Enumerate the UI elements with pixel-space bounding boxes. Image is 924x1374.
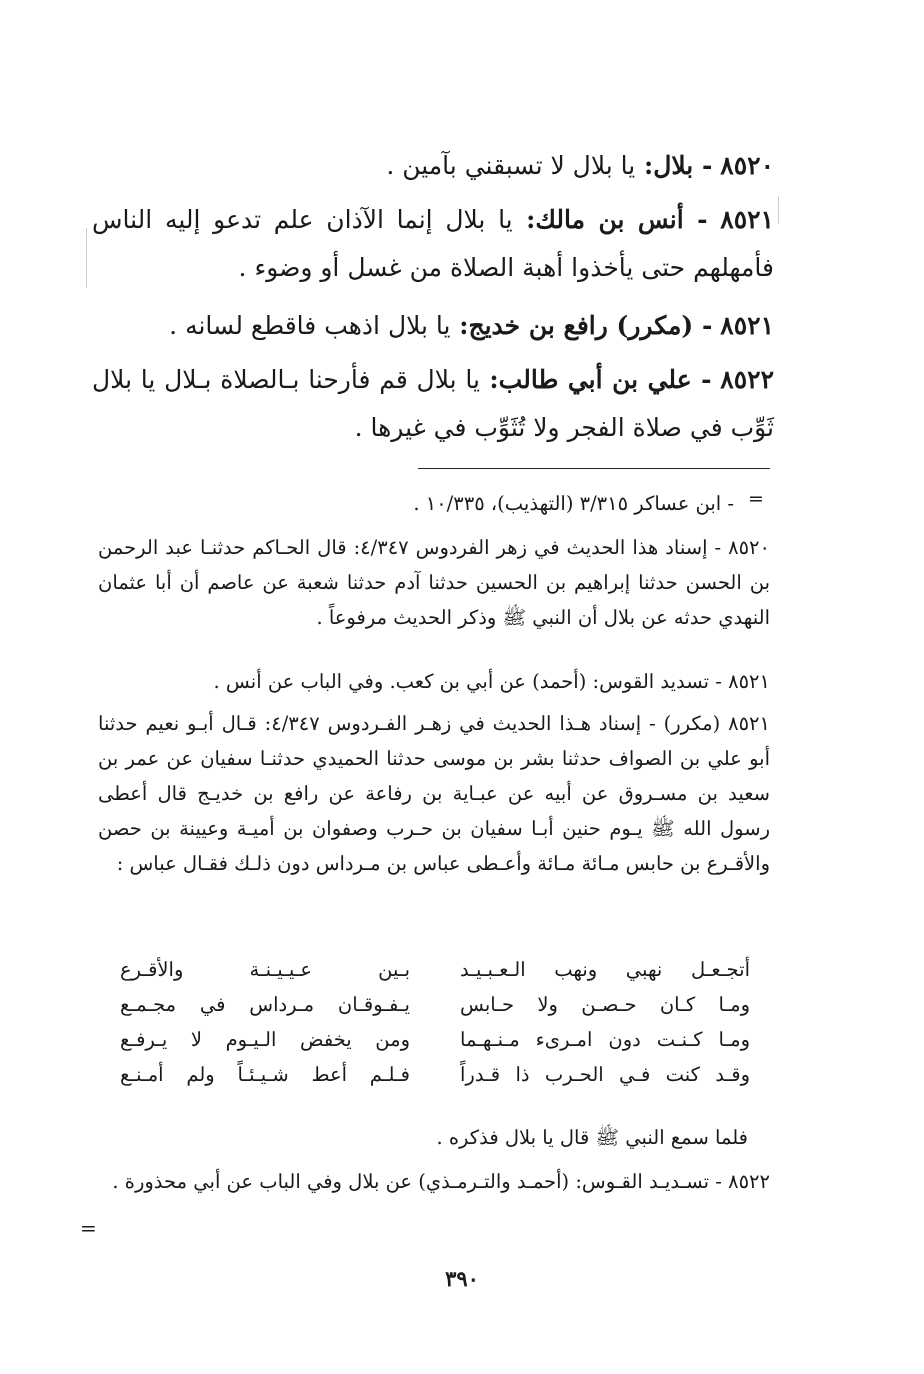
main-text	[92, 142, 774, 190]
verse-second-half: بـين عـيـيـنـة والأقـرع	[120, 958, 410, 981]
poem-verse	[120, 987, 750, 1022]
verse-first-half: ومـا كـنـت دون امـرىء مـنـهـما	[460, 1028, 750, 1051]
entry-narrator: - أنس بن مالك:	[512, 205, 708, 234]
entry-8522	[92, 356, 774, 452]
after-poem-line: فلما سمع النبي ﷺ قال يا بلال فذكره .	[436, 1126, 748, 1149]
footnote-separator	[418, 468, 770, 469]
verse-first-half: ومـا كـان حـصـن ولا حـابس	[460, 993, 750, 1016]
continuation-mark-end: =	[80, 1216, 97, 1240]
entry-narrator: - بلال:	[635, 151, 713, 180]
entry-text: يا بلال إنما الآذان علم تدعو إليه الناس فأمهلهم حتى يأخذوا أهبة الصلاة من غسل أو وضوء .	[92, 205, 774, 282]
entry-text: يا بلال قم فأرحنا بـالصلاة بـلال يا بلال ثَوِّب في صلاة الفجر ولا تُثَوِّب في غيرها .	[92, 365, 774, 442]
entry-number: ٨٥٢٢	[720, 365, 774, 394]
entry-number: ٨٥٢٠	[720, 151, 774, 180]
poem	[120, 952, 750, 1092]
verse-first-half: أتجـعـل نهبي ونهب الـعـبـيـد	[460, 958, 750, 981]
entry-number: ٨٥٢١	[720, 205, 774, 234]
entry-8521	[92, 196, 774, 292]
verse-second-half: ومن يخفض الـيـوم لا يـرفـع	[120, 1028, 410, 1051]
entry-text: يا بلال لا تسبقني بآمين .	[386, 151, 636, 180]
main-text	[92, 196, 774, 292]
poem-verse	[120, 1022, 750, 1057]
footnote-8520: ٨٥٢٠ - إسناد هذا الحديث في زهر الفردوس ٤/٣٤٧: قال الحـاكم حدثنـا عبد الرحمن بن الحسن حدثنا إبراهيم بن الحسين حدثنا آدم حدثنا شعبة عن عاصم أن أبا عثمان النهدي حدثه عن بلال أن النبي ﷺ وذكر الحديث مرفوعاً .	[98, 536, 771, 629]
entry-narrator: - (مكرر) رافع بن خديج:	[450, 311, 713, 340]
main-text	[92, 302, 774, 350]
entry-text: يا بلال اذهب فاقطع لسانه .	[169, 311, 451, 340]
verse-second-half: يـفـوقـان مـرداس في مجـمـع	[120, 993, 410, 1016]
entry-narrator: - علي بن أبي طالب:	[479, 365, 712, 394]
poem-verse	[120, 952, 750, 987]
footnote-8521: ٨٥٢١ - تسديد القوس: (أحمد) عن أبي بن كعب. وفي الباب عن أنس .	[213, 670, 770, 693]
entry-number: ٨٥٢١	[720, 311, 774, 340]
footnote-8522: ٨٥٢٢ - تسـديـد القـوس: (أحمـد والتـرمـذي) عن بلال وفي الباب عن أبي محذورة .	[112, 1170, 770, 1193]
margin-rule	[86, 228, 87, 288]
footnote-continuation: - ابن عساكر ٣/٣١٥ (التهذيب)، ١٠/٣٣٥ .	[413, 492, 734, 515]
entry-8521-repeat	[92, 302, 774, 350]
margin-rule	[778, 196, 779, 224]
entry-8520	[92, 142, 774, 190]
poem-verse	[120, 1057, 750, 1092]
continuation-mark: =	[748, 488, 764, 510]
verse-second-half: فـلـم أعط شـيـئـاً ولم أمـنـع	[120, 1063, 410, 1086]
page-number: ٣٩٠	[445, 1266, 479, 1291]
verse-first-half: وقـد كنت فـي الحـرب ذا قـدراً	[460, 1063, 750, 1086]
main-text	[92, 356, 774, 452]
footnote-8521-repeat: ٨٥٢١ (مكرر) - إسناد هـذا الحديث في زهـر الفـردوس ٤/٣٤٧: قـال أبـو نعيم حدثنا أبو علي بن الصواف حدثنا بشر بن موسى حدثنا الحميدي حدثنـا سفيان عن عمر بن سعيد بن مسـروق عن أبيه عن عبـاية بن رفاعة عن رافع بن خديـج قال أعطى رسول الله ﷺ يـوم حنين أبـا سفيان بن حـرب وصفوان بن أميـة وعيينة بن حصن والأقـرع بن حابس مـائة مـائة وأعـطى عباس بن مـرداس دون ذلـك فقـال عباس :	[98, 712, 771, 875]
